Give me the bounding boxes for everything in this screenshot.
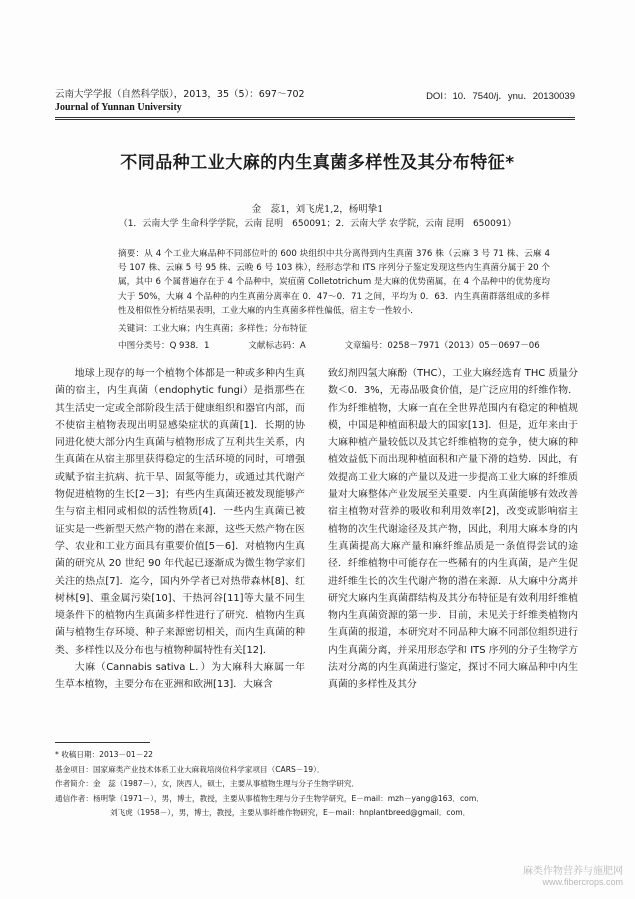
doi: DOI：10．7540/j．ynu．20130039 xyxy=(426,91,575,102)
body-column-left xyxy=(55,365,305,694)
corresponding-author: 刘飞虎（1958－），男，博士，教授，主要从事纤维作物研究，E－mail：hnplantbreed@gmail．com． xyxy=(110,808,471,818)
document-code: 文献标志码：A xyxy=(248,341,306,351)
body-paragraph: 大麻（Cannabis sativa L．）为大麻科大麻属一年生草本植物，主要分布在亚洲和欧洲[13]．大麻含 xyxy=(55,662,305,691)
paper-title: 不同品种工业大麻的内生真菌多样性及其分布特征* xyxy=(120,153,515,173)
received-date: * 收稿日期：2013－01－22 xyxy=(55,750,154,759)
journal-citation: 云南大学学报（自然科学版），2013，35（5）：697～702 xyxy=(55,89,305,100)
footnote-rule xyxy=(55,742,150,743)
body-paragraph: 致幻剂四氢大麻酚（THC），工业大麻经选育 THC 质量分数＜0．3%，无毒品吸食价值，是广泛应用的纤维作物．作为纤维植物，大麻一直在全世界范围内有稳定的种植规模，中国是种植面积最大的国家[13]．但是，近年来由于大麻种植产量较低以及其它纤维植物的竞争，使大麻的种植效益低下而出现种植面积和产量下滑的趋势．因此，有效提高工业大麻的产量以及进一步提高工业大麻的纤维质量对大麻整体产业发展至关重要．内生真菌能够有效改善宿主植物对营养的吸收和利用效率[2]，改变或影响宿主植物的次生代谢途径及其产物，因此，利用大麻本身的内生真菌提高大麻产量和麻纤维品质是一条值得尝试的途径．纤维植物中可能存在一些稀有的内生真菌，是产生促进纤维生长的次生代谢产物的潜在来源．从大麻中分离并研究大麻内生真菌群结构及其分布特征是有效利用纤维植物内生真菌资源的第一步．目前，未见关于纤维类植物内生真菌的报道，本研究对不同品种大麻不同部位组织进行内生真菌分离，并采用形态学和 ITS 序列的分子生物学方法对分离的内生真菌进行鉴定，探讨不同大麻品种中内生真菌的多样性及其分 xyxy=(328,368,578,691)
body-paragraph: 地球上现存的每一个植物个体都是一种或多种内生真菌的宿主，内生真菌（endophytic fungi）是指那些在其生活史一定或全部阶段生活于健康组织和器官内部，而不使宿主植物表现出明显感染症状的真菌[1]．长期的协同进化使大部分内生真菌与植物形成了互利共生关系，内生真菌在从宿主那里获得稳定的生活环境的同时，可增强或赋予宿主抗病、抗干旱、固氮等能力，或通过其代谢产物促进植物的生长[2－3]；有些内生真菌还被发现能够产生与宿主相同或相似的活性物质[4]．一些内生真菌已被证实是一些新型天然产物的潜在来源，这些天然产物在医学、农业和工业方面具有重要价值[5－6]．对植物内生真菌的研究从 20 世纪 90 年代起已逐渐成为微生物学家们关注的热点[7]．迄今，国内外学者已对热带森林[8]、红树林[9]、重金属污染[10]、干热河谷[11]等大量不同生境条件下的植物内生真菌多样性进行了研究．植物内生真菌与植物生存环境、种子来源密切相关，而内生真菌的种类、多样性以及分布也与植物种属特性有关[12]． xyxy=(55,368,305,656)
affiliation: （1．云南大学 生命科学学院，云南 昆明 650091；2．云南大学 农学院，云南 昆明 650091） xyxy=(118,219,517,229)
watermark-url: www.fibercrops.com xyxy=(542,877,623,887)
journal-header xyxy=(55,88,305,114)
abstract: 摘要：从 4 个工业大麻品种不同部位叶的 600 块组织中共分离得到内生真菌 376 株（云麻 3 号 71 株、云麻 4 号 107 株、云麻 5 号 95 株、云晚 6 号 103 株），经形态学和 ITS 序列分子鉴定发现这些内生真菌分属于 20 个属，其中 6 个属普遍存在于 4 个品种中，炭疽菌 Colletotrichum 是大麻的优势菌属，在 4 个品种中的优势度均大于 50%，大麻 4 个品种的内生真菌分离率在 0．47～0．71 之间，平均为 0．63．内生真菌群落组成的多样性及相似性分析结果表明，工业大麻的内生真菌多样性偏低，宿主专一性较小． xyxy=(118,249,550,316)
body-column-right xyxy=(328,365,578,694)
author-list: 金 蕊1，刘飞虎1,2，杨明挚1 xyxy=(251,204,384,215)
author-intro: 作者简介：金 蕊（1987－），女，陕西人，硕士，主要从事植物生理与分子生物学研究． xyxy=(55,779,360,789)
corresponding-author: 通信作者：杨明挚（1971－），男，博士，教授，主要从事植物生理与分子生物学研究，E－mail：mzh－yang@163．com． xyxy=(55,793,484,803)
classification-line xyxy=(118,339,576,351)
watermark-text: 麻类作物营养与施肥网 xyxy=(523,866,623,877)
article-number: 文章编号：0258－7971（2013）05－0697－06 xyxy=(344,341,540,351)
header-rule-thin xyxy=(55,119,575,120)
header-rule xyxy=(55,117,575,118)
journal-name-english: Journal of Yunnan University xyxy=(55,102,182,113)
fund-info: 基金项目：国家麻类产业技术体系工业大麻栽培岗位科学家项目（CARS－19）． xyxy=(55,764,325,774)
clc-number: 中图分类号：Q 938．1 xyxy=(118,341,210,351)
footnotes xyxy=(55,748,575,821)
keywords: 关键词：工业大麻；内生真菌；多样性；分布特征 xyxy=(118,324,308,334)
